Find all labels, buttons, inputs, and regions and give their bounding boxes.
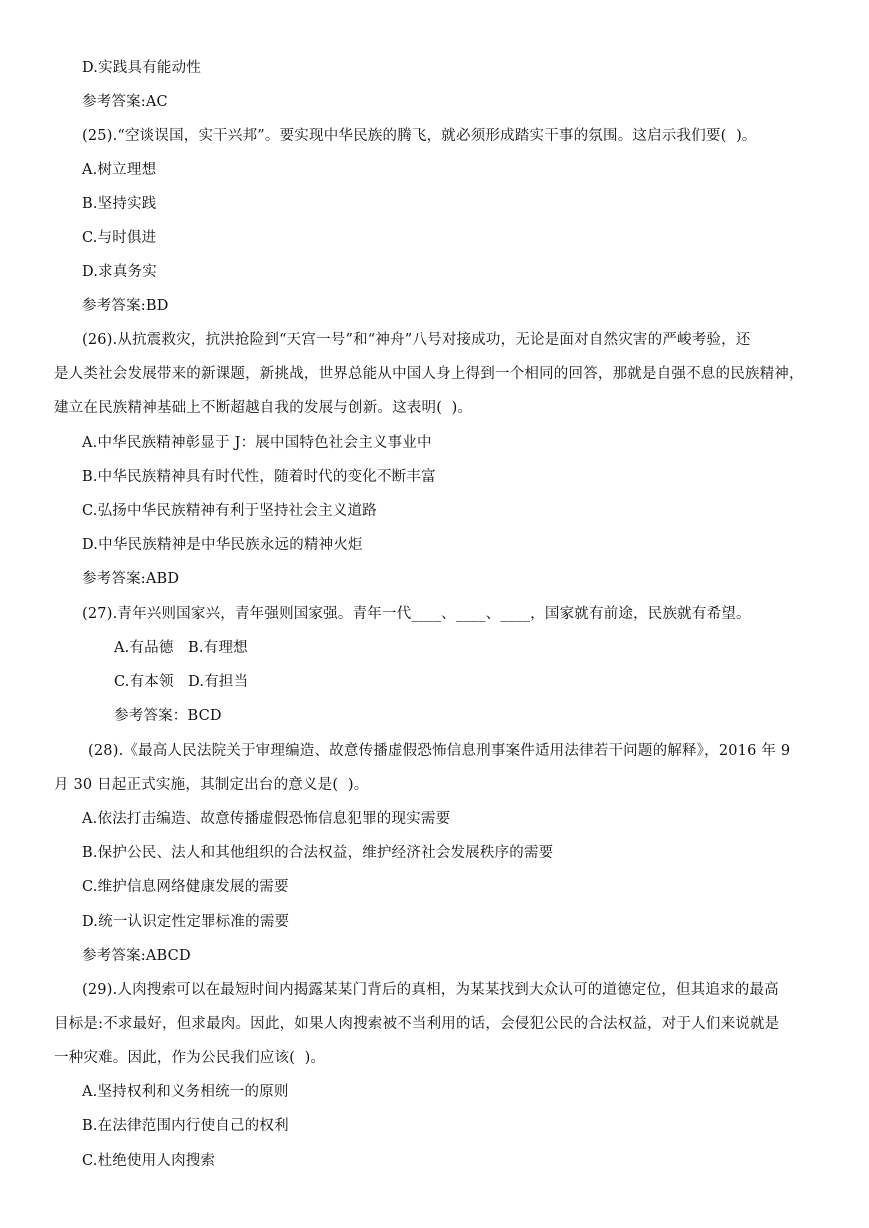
q28-option-b: B.保护公民、法人和其他组织的合法权益，维护经济社会发展秩序的需要 bbox=[82, 845, 554, 861]
q28-option-c: C.维护信息网络健康发展的需要 bbox=[82, 879, 289, 895]
q29-stem-line3: 一种灾难。因此，作为公民我们应该( )。 bbox=[54, 1050, 326, 1066]
q29-option-a: A.坚持权利和义务相统一的原则 bbox=[82, 1084, 289, 1100]
q26-answer: 参考答案:ABD bbox=[82, 571, 180, 587]
q28-stem-line2: 月 30 日起正式实施，其制定出台的意义是( )。 bbox=[54, 777, 369, 793]
q26-option-a: A.中华民族精神彰显于 J：展中国特色社会主义事业中 bbox=[82, 435, 432, 451]
q26-stem-line3: 建立在民族精神基础上不断超越自我的发展与创新。这表明( )。 bbox=[54, 400, 473, 416]
q25-option-b: B.坚持实践 bbox=[82, 196, 157, 212]
q26-option-d: D.中华民族精神是中华民族永远的精神火炬 bbox=[82, 537, 363, 553]
q25-option-a: A.树立理想 bbox=[82, 162, 157, 178]
q28-option-d: D.统一认识定性定罪标准的需要 bbox=[82, 914, 290, 930]
q28-answer: 参考答案:ABCD bbox=[82, 948, 191, 964]
q29-option-b: B.在法律范围内行使自己的权利 bbox=[82, 1118, 289, 1134]
q29-stem-line1: (29).人肉搜索可以在最短时间内揭露某某门背后的真相，为某某找到大众认可的道德定位，但其追求的最高 bbox=[82, 982, 779, 998]
q26-option-b: B.中华民族精神具有时代性，随着时代的变化不断丰富 bbox=[82, 469, 436, 485]
q27-options-row1: A.有品德 B.有理想 bbox=[114, 640, 248, 656]
q27-answer: 参考答案：BCD bbox=[114, 708, 222, 724]
q25-option-d: D.求真务实 bbox=[82, 264, 157, 280]
q24-answer: 参考答案:AC bbox=[82, 94, 168, 110]
q26-option-c: C.弘扬中华民族精神有利于坚持社会主义道路 bbox=[82, 503, 377, 519]
q25-stem: (25).“空谈误国，实干兴邦”。要实现中华民族的腾飞，就必须形成踏实干事的氛围。这启示我们要( )。 bbox=[82, 128, 757, 144]
q25-answer: 参考答案:BD bbox=[82, 298, 169, 314]
q27-options-row2: C.有本领 D.有担当 bbox=[114, 674, 249, 690]
q26-stem-line1: (26).从抗震救灾，抗洪抢险到“天宫一号”和“神舟”八号对接成功，无论是面对自然灾害的严峻考验，还 bbox=[82, 332, 751, 348]
q29-stem-line2: 目标是:不求最好，但求最肉。因此，如果人肉搜索被不当利用的话，会侵犯公民的合法权益，对于人们来说就是 bbox=[54, 1016, 780, 1032]
q28-option-a: A.依法打击编造、故意传播虚假恐怖信息犯罪的现实需要 bbox=[82, 811, 451, 827]
q29-option-c: C.杜绝使用人肉搜索 bbox=[82, 1153, 216, 1169]
q26-stem-line2: 是人类社会发展带来的新课题，新挑战，世界总能从中国人身上得到一个相同的回答，那就是自强不息的民族精神， bbox=[54, 366, 804, 382]
q27-stem: (27).青年兴则国家兴，青年强则国家强。青年一代____、____、____，国家就有前途，民族就有希望。 bbox=[82, 606, 751, 622]
q24-option-d: D.实践具有能动性 bbox=[82, 60, 202, 76]
q28-stem-line1: (28).《最高人民法院关于审理编造、故意传播虚假恐怖信息刑事案件适用法律若干问题的解释》，2016 年 9 bbox=[88, 743, 791, 759]
q25-option-c: C.与时俱进 bbox=[82, 230, 157, 246]
